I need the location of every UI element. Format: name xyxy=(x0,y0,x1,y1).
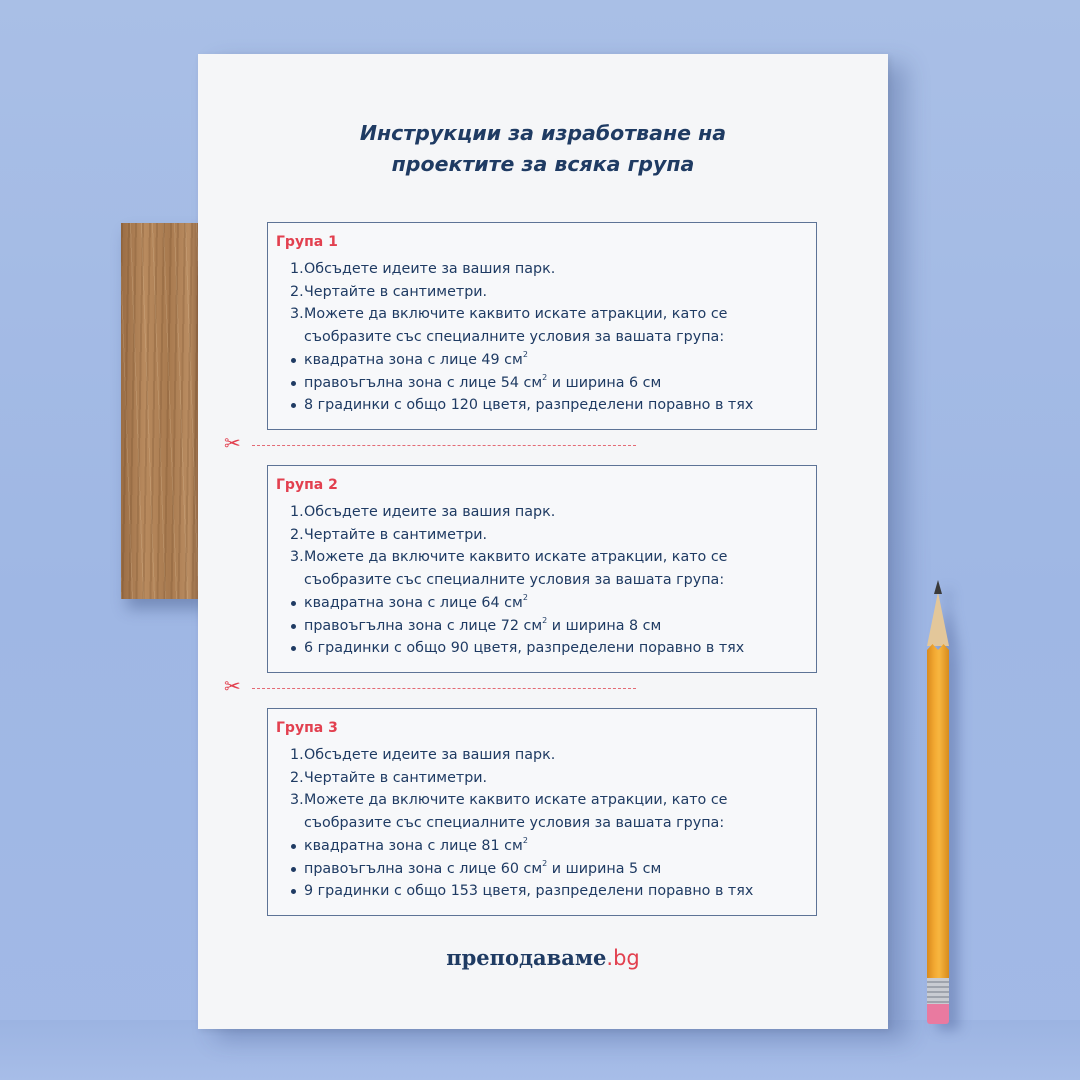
condition-item: правоъгълна зона с лице 54 $см^2$ и ширина 6 см xyxy=(276,372,816,395)
condition-item: 6 градинки с общо 90 цветя, разпределени поравно в тях xyxy=(276,637,816,660)
group-card-3 xyxy=(267,708,817,916)
dashed-line xyxy=(252,445,636,446)
conditions-list xyxy=(276,349,816,417)
step-item: 2. Чертайте в сантиметри. xyxy=(290,769,488,786)
brand-tld: .bg xyxy=(606,946,640,970)
condition-item: 9 градинки с общо 153 цветя, разпределени поравно в тях xyxy=(276,880,816,903)
brand-name: преподаваме xyxy=(446,945,607,970)
group-label: Група 3 xyxy=(276,720,338,736)
step-continuation: съобразите със специалните условия за вашата група: xyxy=(304,572,725,589)
step-item: 1. Обсъдете идеите за вашия парк. xyxy=(290,261,556,277)
scissors-icon: ✂ xyxy=(224,431,241,455)
condition-item: квадратна зона с лице 49 $см^2$ xyxy=(276,349,816,372)
cut-line-1 xyxy=(224,431,636,456)
step-continuation: съобразите със специалните условия за вашата група: xyxy=(304,329,725,346)
condition-item: правоъгълна зона с лице 72 $см^2$ и ширина 8 см xyxy=(276,615,816,638)
condition-item: 8 градинки с общо 120 цветя, разпределени поравно в тях xyxy=(276,394,816,417)
brand-logo xyxy=(198,945,888,970)
dashed-line xyxy=(252,688,636,689)
title-line-2: проектите за всяка група xyxy=(391,152,695,176)
group-label: Група 2 xyxy=(276,477,338,493)
group-card-1 xyxy=(267,222,817,430)
cut-line-2 xyxy=(224,674,636,699)
step-item: 2. Чертайте в сантиметри. xyxy=(290,283,488,300)
group-label: Група 1 xyxy=(276,234,338,250)
conditions-list xyxy=(276,835,816,903)
steps-list xyxy=(276,258,816,349)
wooden-block xyxy=(121,223,201,599)
pencil-lead xyxy=(934,580,942,594)
conditions-list xyxy=(276,592,816,660)
condition-item: квадратна зона с лице 64 $см^2$ xyxy=(276,592,816,615)
condition-item: правоъгълна зона с лице 60 $см^2$ и ширина 5 см xyxy=(276,858,816,881)
floor-surface xyxy=(0,1020,1080,1080)
steps-list xyxy=(276,501,816,592)
pencil-tip xyxy=(927,592,949,646)
scissors-icon: ✂ xyxy=(224,674,241,698)
step-item: 1. Обсъдете идеите за вашия парк. xyxy=(290,747,556,763)
step-item: 3. Можете да включите каквито искате атракции, като се xyxy=(290,792,728,809)
page-title xyxy=(198,118,888,180)
step-item: 1. Обсъдете идеите за вашия парк. xyxy=(290,504,556,520)
step-continuation: съобразите със специалните условия за вашата група: xyxy=(304,815,725,832)
title-line-1: Инструкции за изработване на xyxy=(359,121,727,145)
condition-item: квадратна зона с лице 81 $см^2$ xyxy=(276,835,816,858)
steps-list xyxy=(276,744,816,835)
step-item: 3. Можете да включите каквито искате атракции, като се xyxy=(290,549,728,566)
group-card-2 xyxy=(267,465,817,673)
step-item: 2. Чертайте в сантиметри. xyxy=(290,526,488,543)
pencil-ferrule xyxy=(927,978,949,1006)
pencil-body xyxy=(927,644,949,980)
pencil xyxy=(927,580,949,1030)
step-item: 3. Можете да включите каквито искате атракции, като се xyxy=(290,306,728,323)
pencil-eraser xyxy=(927,1004,949,1024)
worksheet-page xyxy=(198,54,888,1029)
